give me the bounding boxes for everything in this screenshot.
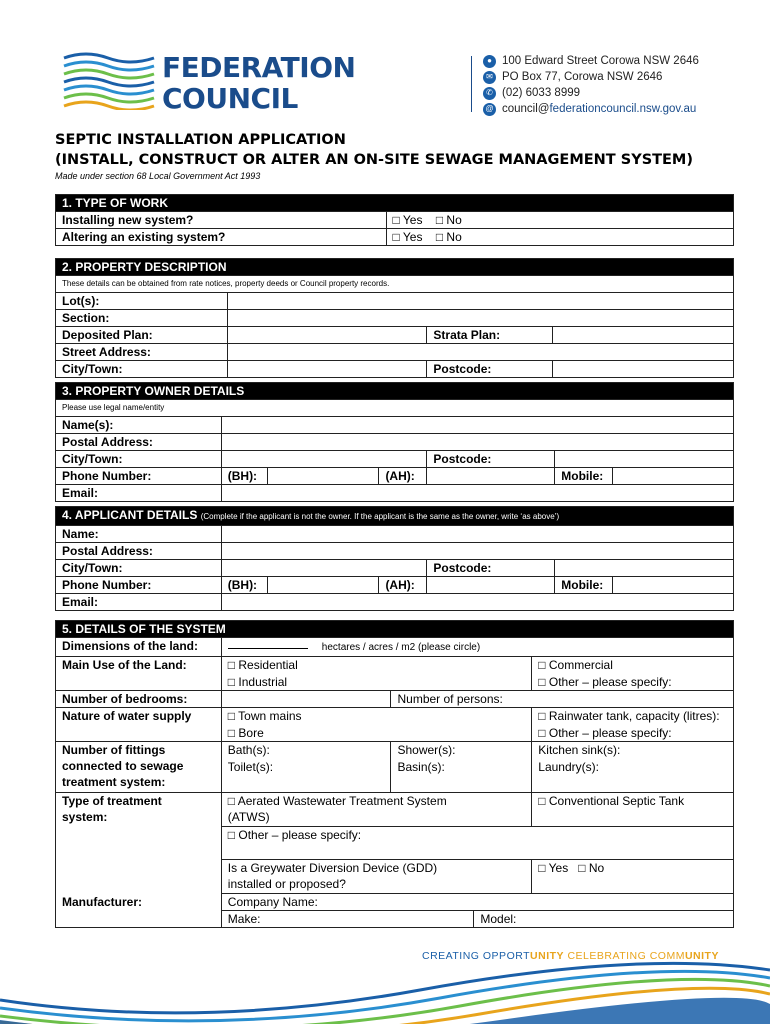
installing-yes-checkbox[interactable]: □ Yes	[393, 213, 423, 227]
logo-line1: FEDERATION	[162, 51, 356, 84]
bedrooms-label: Number of bedrooms:	[56, 691, 222, 708]
applicant-city-field[interactable]	[221, 560, 427, 577]
main-use-left-2	[221, 674, 531, 691]
kitchen-label: Kitchen sink(s):	[538, 743, 621, 757]
fittings-label	[56, 742, 222, 793]
applicant-postcode-label: Postcode:	[427, 560, 555, 577]
baths-label: Bath(s):	[227, 743, 270, 757]
owner-postal-field[interactable]	[221, 434, 733, 451]
gdd-line2: installed or proposed?	[227, 877, 346, 891]
installing-new-options	[386, 212, 733, 229]
section-4-note: (Complete if the applicant is not the owner. If the applicant is the same as the owner, write ‘as above’)	[200, 512, 560, 521]
commercial-checkbox[interactable]: □ Commercial	[538, 658, 613, 672]
model-label: Model:	[480, 912, 517, 926]
owner-email-field[interactable]	[221, 485, 733, 502]
main-use-right	[532, 657, 734, 674]
water-other-checkbox[interactable]: □ Other – please specify:	[538, 726, 671, 740]
section-field[interactable]	[227, 310, 733, 327]
applicant-name-field[interactable]	[221, 526, 733, 543]
applicant-postal-field[interactable]	[221, 543, 733, 560]
fittings-line2: connected to sewage	[62, 759, 184, 773]
section-4-heading	[56, 507, 734, 526]
form-subtitle: Made under section 68 Local Government Act 1993	[55, 171, 261, 181]
po-box-text: PO Box 77, Corowa NSW 2646	[502, 71, 663, 83]
altering-no-checkbox[interactable]: □ No	[436, 230, 462, 244]
company-name-label: Company Name:	[227, 895, 318, 909]
gdd-no-checkbox[interactable]: □ No	[578, 861, 604, 875]
section-4-title: 4. APPLICANT DETAILS	[62, 508, 198, 522]
basin-field[interactable]	[391, 759, 532, 793]
street-address-field[interactable]	[227, 344, 733, 361]
treatment-line1: Type of treatment	[62, 794, 162, 808]
basin-label: Basin(s):	[397, 759, 445, 774]
email-link[interactable]	[502, 101, 696, 117]
phone-text: (02) 6033 8999	[502, 87, 581, 99]
owner-bh-field[interactable]	[267, 468, 379, 485]
dimensions-field[interactable]	[221, 638, 733, 657]
owner-city-label: City/Town:	[56, 451, 222, 468]
applicant-name-label: Name:	[56, 526, 222, 543]
laundry-field[interactable]	[532, 759, 734, 793]
atws-cell	[221, 793, 531, 827]
owner-email-label: Email:	[56, 485, 222, 502]
owner-postcode-label: Postcode:	[427, 451, 555, 468]
gdd-question-cell	[221, 860, 531, 894]
main-use-other-checkbox[interactable]: □ Other – please specify:	[538, 675, 671, 689]
dimensions-label: Dimensions of the land:	[56, 638, 222, 657]
council-logo-waves	[62, 52, 156, 110]
applicant-ah-field[interactable]	[427, 577, 555, 594]
owner-note: Please use legal name/entity	[56, 400, 734, 417]
property-city-field[interactable]	[227, 361, 427, 378]
water-blank	[56, 725, 222, 742]
residential-checkbox[interactable]: □ Residential	[228, 658, 298, 672]
strata-plan-label: Strata Plan:	[427, 327, 553, 344]
property-note: These details can be obtained from rate notices, property deeds or Council property records.	[56, 276, 734, 293]
kitchen-field[interactable]	[532, 742, 734, 759]
email-domain: federationcouncil.nsw.gov.au	[549, 103, 697, 115]
altering-yes-checkbox[interactable]: □ Yes	[393, 230, 423, 244]
model-field[interactable]	[474, 911, 734, 928]
email-icon: @	[483, 103, 496, 116]
conventional-checkbox[interactable]: □ Conventional Septic Tank	[538, 794, 684, 808]
industrial-checkbox[interactable]: □ Industrial	[228, 675, 287, 689]
contact-po-box	[483, 69, 699, 85]
slogan-part-c: CELEBRATING COMM	[564, 950, 685, 962]
water-right-2	[532, 725, 734, 742]
gdd-yes-checkbox[interactable]: □ Yes	[538, 861, 568, 875]
main-use-left	[221, 657, 531, 674]
applicant-bh-label: (BH):	[221, 577, 267, 594]
header-divider	[471, 56, 472, 112]
gdd-options	[532, 860, 734, 894]
contact-phone	[483, 85, 699, 101]
persons-label: Number of persons:	[397, 692, 503, 706]
applicant-postcode-field[interactable]	[555, 560, 734, 577]
contact-email[interactable]	[483, 101, 699, 117]
baths-field[interactable]	[221, 742, 391, 759]
dimensions-units: hectares / acres / m2 (please circle)	[321, 642, 481, 653]
make-field[interactable]	[221, 911, 474, 928]
property-postcode-field[interactable]	[553, 361, 734, 378]
atws-checkbox[interactable]: □ Aerated Wastewater Treatment System	[228, 793, 525, 809]
make-label: Make:	[227, 912, 261, 926]
water-left	[221, 708, 531, 725]
applicant-email-label: Email:	[56, 594, 222, 611]
council-logo-text	[162, 52, 355, 114]
gdd-line1: Is a Greywater Diversion Device (GDD)	[227, 861, 438, 875]
fittings-line1: Number of fittings	[62, 743, 166, 757]
treatment-label	[56, 793, 222, 894]
title-line2: (INSTALL, CONSTRUCT OR ALTER AN ON-SITE SEWAGE MANAGEMENT SYSTEM)	[55, 152, 693, 168]
applicant-mobile-label: Mobile:	[555, 577, 613, 594]
section-2-heading: 2. PROPERTY DESCRIPTION	[56, 259, 734, 276]
strata-plan-field[interactable]	[553, 327, 734, 344]
lots-field[interactable]	[227, 293, 733, 310]
logo-line2: COUNCIL	[162, 82, 298, 115]
street-address-label: Street Address:	[56, 344, 228, 361]
water-supply-label: Nature of water supply	[56, 708, 222, 725]
atws-line2: (ATWS)	[227, 810, 270, 824]
conventional-cell	[532, 793, 734, 827]
form-title	[55, 130, 693, 170]
contact-block	[483, 53, 699, 117]
slogan-part-a: CREATING OPPORT	[422, 950, 531, 962]
rainwater-checkbox[interactable]: □ Rainwater tank, capacity (litres):	[538, 709, 719, 723]
owner-city-field[interactable]	[221, 451, 427, 468]
owner-phone-label: Phone Number:	[56, 468, 222, 485]
toilet-label: Toilet(s):	[227, 759, 274, 774]
treatment-other-checkbox[interactable]: □ Other – please specify:	[228, 828, 361, 842]
treatment-line2: system:	[62, 810, 108, 824]
applicant-mobile-field[interactable]	[613, 577, 734, 594]
owner-bh-label: (BH):	[221, 468, 267, 485]
phone-icon: ✆	[483, 87, 496, 100]
toilet-field[interactable]	[221, 759, 391, 793]
applicant-city-label: City/Town:	[56, 560, 222, 577]
section-applicant	[55, 506, 734, 611]
owner-ah-label: (AH):	[379, 468, 427, 485]
main-use-label: Main Use of the Land:	[56, 657, 222, 674]
applicant-email-field[interactable]	[221, 594, 733, 611]
slogan-part-d: UNITY	[684, 950, 719, 962]
water-right	[532, 708, 734, 725]
deposited-plan-label: Deposited Plan:	[56, 327, 228, 344]
company-name-field[interactable]	[221, 894, 733, 911]
applicant-bh-field[interactable]	[267, 577, 379, 594]
showers-label: Shower(s):	[397, 743, 456, 757]
dimensions-blank[interactable]	[228, 638, 308, 649]
altering-existing-options	[386, 229, 733, 246]
laundry-label: Laundry(s):	[538, 759, 599, 774]
manufacturer-label: Manufacturer:	[56, 894, 222, 928]
mail-icon: ✉	[483, 71, 496, 84]
fittings-line3: treatment system:	[62, 775, 166, 789]
lots-label: Lot(s):	[56, 293, 228, 310]
slogan-part-b: UNITY	[530, 950, 565, 962]
applicant-phone-label: Phone Number:	[56, 577, 222, 594]
contact-address	[483, 53, 699, 69]
installing-new-label: Installing new system?	[56, 212, 387, 229]
property-postcode-label: Postcode:	[427, 361, 553, 378]
owner-postcode-field[interactable]	[555, 451, 734, 468]
altering-existing-label: Altering an existing system?	[56, 229, 387, 246]
section-label: Section:	[56, 310, 228, 327]
showers-field[interactable]	[391, 742, 532, 759]
section-property-description	[55, 258, 734, 378]
section-type-of-work	[55, 194, 734, 246]
title-line1: SEPTIC INSTALLATION APPLICATION	[55, 132, 346, 148]
section-3-heading: 3. PROPERTY OWNER DETAILS	[56, 383, 734, 400]
section-5-heading: 5. DETAILS OF THE SYSTEM	[56, 621, 734, 638]
applicant-postal-label: Postal Address:	[56, 543, 222, 560]
property-city-label: City/Town:	[56, 361, 228, 378]
address-text: 100 Edward Street Corowa NSW 2646	[502, 55, 699, 67]
main-use-right-2	[532, 674, 734, 691]
treatment-other-cell	[221, 827, 733, 860]
owner-names-field[interactable]	[221, 417, 733, 434]
section-1-heading: 1. TYPE OF WORK	[56, 195, 734, 212]
owner-mobile-field[interactable]	[613, 468, 734, 485]
installing-no-checkbox[interactable]: □ No	[436, 213, 462, 227]
footer-waves	[0, 960, 770, 1024]
persons-cell[interactable]	[391, 691, 734, 708]
owner-names-label: Name(s):	[56, 417, 222, 434]
applicant-ah-label: (AH):	[379, 577, 427, 594]
owner-mobile-label: Mobile:	[555, 468, 613, 485]
town-mains-checkbox[interactable]: □ Town mains	[228, 709, 302, 723]
bedrooms-field[interactable]	[221, 691, 391, 708]
email-user: council@	[502, 103, 550, 115]
owner-ah-field[interactable]	[427, 468, 555, 485]
section-property-owner	[55, 382, 734, 502]
bore-checkbox[interactable]: □ Bore	[228, 726, 264, 740]
owner-postal-label: Postal Address:	[56, 434, 222, 451]
letterhead	[0, 0, 770, 125]
main-use-blank	[56, 674, 222, 691]
location-icon: ●	[483, 55, 496, 68]
deposited-plan-field[interactable]	[227, 327, 427, 344]
section-system-details	[55, 620, 734, 928]
water-left-2	[221, 725, 531, 742]
